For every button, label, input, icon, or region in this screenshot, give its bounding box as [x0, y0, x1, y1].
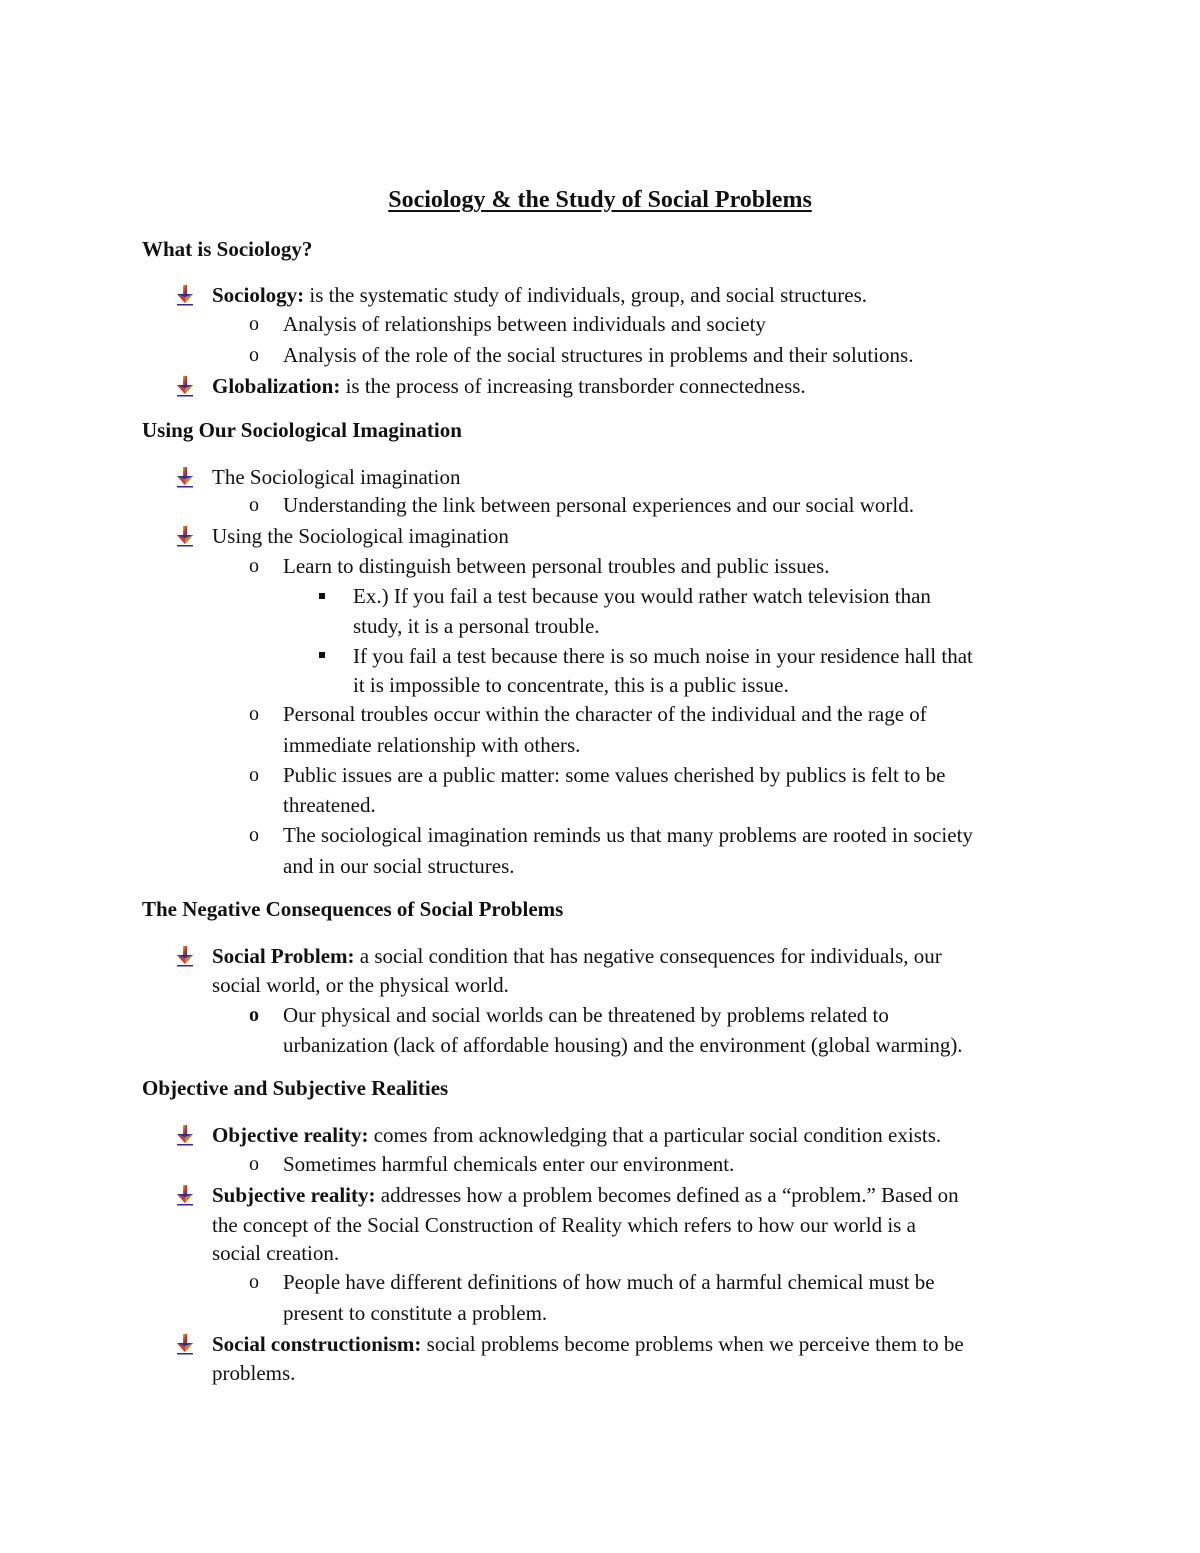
list-item-continuation: problems.: [212, 1361, 296, 1385]
arrow-bullet-icon: [175, 1333, 195, 1355]
list-item: Our physical and social worlds can be threatened by problems related to: [283, 1003, 889, 1027]
square-bullet-icon: [319, 652, 325, 658]
section-heading: Using Our Sociological Imagination: [142, 418, 462, 442]
list-item-continuation: the concept of the Social Construction of Reality which refers to how our world is a: [212, 1213, 916, 1237]
list-item: Analysis of relationships between individuals and society: [283, 312, 766, 336]
section-heading: What is Sociology?: [142, 237, 313, 261]
list-item: Subjective reality: addresses how a problem becomes defined as a “problem.” Based on: [212, 1183, 959, 1207]
list-item: Sometimes harmful chemicals enter our environment.: [283, 1152, 735, 1176]
list-item: Sociology: is the systematic study of individuals, group, and social structures.: [212, 283, 867, 307]
list-item: The sociological imagination reminds us that many problems are rooted in society: [283, 823, 973, 847]
list-item: Analysis of the role of the social structures in problems and their solutions.: [283, 343, 914, 367]
arrow-bullet-icon: [175, 1124, 195, 1146]
list-item: Public issues are a public matter: some values cherished by publics is felt to be: [283, 763, 946, 787]
arrow-bullet-icon: [175, 375, 195, 397]
circle-bullet-icon: o: [249, 764, 259, 786]
section-heading: Objective and Subjective Realities: [142, 1076, 449, 1100]
list-item-continuation: threatened.: [283, 793, 376, 817]
arrow-bullet-icon: [175, 525, 195, 547]
circle-bullet-icon: o: [249, 703, 259, 725]
circle-bullet-icon: o: [249, 555, 259, 577]
page-title: Sociology & the Study of Social Problems: [388, 187, 812, 213]
list-item: Understanding the link between personal experiences and our social world.: [283, 493, 914, 517]
list-item-continuation: immediate relationship with others.: [283, 733, 581, 757]
list-item-continuation: study, it is a personal trouble.: [353, 614, 600, 638]
list-item: Ex.) If you fail a test because you would rather watch television than: [353, 584, 931, 608]
list-item-continuation: social creation.: [212, 1241, 340, 1265]
circle-bullet-icon: o: [249, 824, 259, 846]
circle-bullet-icon: o: [249, 1153, 259, 1175]
section-heading: The Negative Consequences of Social Problems: [142, 897, 564, 921]
list-item-continuation: present to constitute a problem.: [283, 1301, 548, 1325]
list-item: If you fail a test because there is so much noise in your residence hall that: [353, 644, 973, 668]
circle-bullet-icon: o: [249, 344, 259, 366]
circle-bullet-icon: o: [249, 1004, 259, 1026]
list-item: People have different definitions of how much of a harmful chemical must be: [283, 1270, 935, 1294]
list-item: Globalization: is the process of increasing transborder connectedness.: [212, 374, 806, 398]
list-item: Social Problem: a social condition that has negative consequences for individuals, our: [212, 944, 942, 968]
list-item: Objective reality: comes from acknowledging that a particular social condition exists.: [212, 1123, 942, 1147]
list-item: Social constructionism: social problems become problems when we perceive them to be: [212, 1332, 964, 1356]
list-item: The Sociological imagination: [212, 465, 461, 489]
list-item: Personal troubles occur within the character of the individual and the rage of: [283, 702, 927, 726]
arrow-bullet-icon: [175, 466, 195, 488]
list-item: Using the Sociological imagination: [212, 524, 509, 548]
circle-bullet-icon: o: [249, 1271, 259, 1293]
list-item-continuation: it is impossible to concentrate, this is a public issue.: [353, 673, 789, 697]
list-item-continuation: social world, or the physical world.: [212, 973, 509, 997]
list-item: Learn to distinguish between personal troubles and public issues.: [283, 554, 830, 578]
circle-bullet-icon: o: [249, 494, 259, 516]
list-item-continuation: and in our social structures.: [283, 854, 515, 878]
list-item-continuation: urbanization (lack of affordable housing) and the environment (global warming).: [283, 1033, 963, 1057]
square-bullet-icon: [319, 593, 325, 599]
arrow-bullet-icon: [175, 945, 195, 967]
arrow-bullet-icon: [175, 1184, 195, 1206]
circle-bullet-icon: o: [249, 313, 259, 335]
arrow-bullet-icon: [175, 284, 195, 306]
